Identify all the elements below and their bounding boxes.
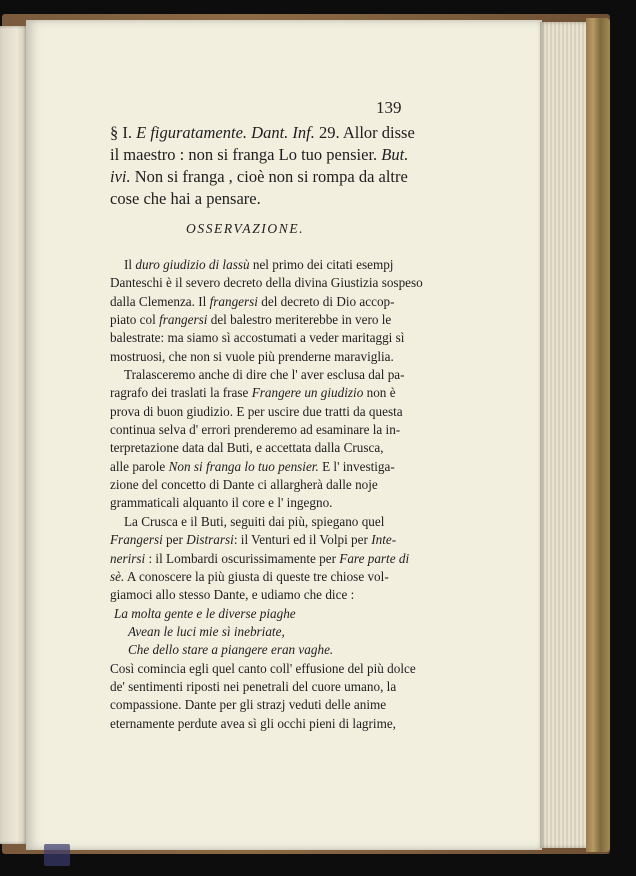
body-line: zione del concetto di Dante ci allargherà dalle noje [110, 477, 378, 493]
body-line: balestrate: ma siamo sì accostumati a veder maritaggi sì [110, 330, 405, 346]
body-line: prova di buon giudizio. E per uscire due tratti da questa [110, 403, 403, 419]
body-line: compassione. Dante per gli strazj veduti delle anime [110, 697, 387, 713]
body-text [110, 256, 426, 733]
body-line: piato col frangersi del balestro meriterebbe in vero le [110, 312, 392, 328]
note-line: il maestro : non si franga Lo tuo pensier. But. [110, 145, 409, 164]
verse-line: Che dello stare a piangere eran vaghe. [128, 642, 334, 658]
note-line: § I. E figuratamente. Dant. Inf. 29. Allor disse [110, 123, 415, 142]
body-line: giamoci allo stesso Dante, e udiamo che dice : [110, 587, 355, 603]
page-number: 139 [376, 98, 402, 117]
body-line: sè. A conoscere la più giusta di queste tre chiose vol- [110, 568, 389, 584]
facing-page-edge [0, 26, 28, 844]
library-stamp [44, 844, 70, 866]
body-line: Tralasceremo anche di dire che l' aver esclusa dal pa- [124, 367, 405, 383]
body-line: Così comincia egli quel canto coll' effusione del più dolce [110, 660, 416, 676]
note-line: ivi. Non si franga , cioè non si rompa da altre [110, 167, 408, 186]
body-line: continua selva d' errori prenderemo ad esaminare la in- [110, 422, 401, 438]
verse-line: Avean le luci mie sì inebriate, [128, 623, 285, 639]
body-line: mostruosi, che non si vuole più prenderne maraviglia. [110, 348, 394, 364]
section-heading: OSSERVAZIONE. [186, 221, 305, 236]
body-line: ragrafo dei traslati la frase Frangere un giudizio non è [110, 385, 396, 401]
body-line: terpretazione data dal Buti, e accettata dalla Crusca, [110, 440, 384, 456]
body-line: dalla Clemenza. Il frangersi del decreto di Dio accop- [110, 293, 395, 309]
verse-line: La molta gente e le diverse piaghe [114, 605, 296, 621]
body-line: Frangersi per Distrarsi: il Venturi ed il Volpi per Inte- [110, 532, 397, 548]
body-line: grammaticali alquanto il core e l' ingegno. [110, 495, 333, 511]
page-edges [540, 22, 588, 848]
footnote-block [110, 122, 440, 210]
body-line: alle parole Non si franga lo tuo pensier. E l' investiga- [110, 458, 395, 474]
body-line: nerirsi : il Lombardi oscurissimamente per Fare parte di [110, 550, 410, 566]
body-line: eternamente perdute avea sì gli occhi pieni di lagrime, [110, 715, 396, 731]
body-line: de' sentimenti riposti nei penetrali del cuore umano, la [110, 678, 397, 694]
note-line: cose che hai a pensare. [110, 189, 261, 208]
body-line: Il duro giudizio di lassù nel primo dei citati esempj [124, 257, 394, 272]
book-spine [586, 18, 610, 852]
body-line: La Crusca e il Buti, seguiti dai più, spiegano quel [124, 513, 385, 529]
body-line: Danteschi è il severo decreto della divina Giustizia sospeso [110, 275, 423, 291]
